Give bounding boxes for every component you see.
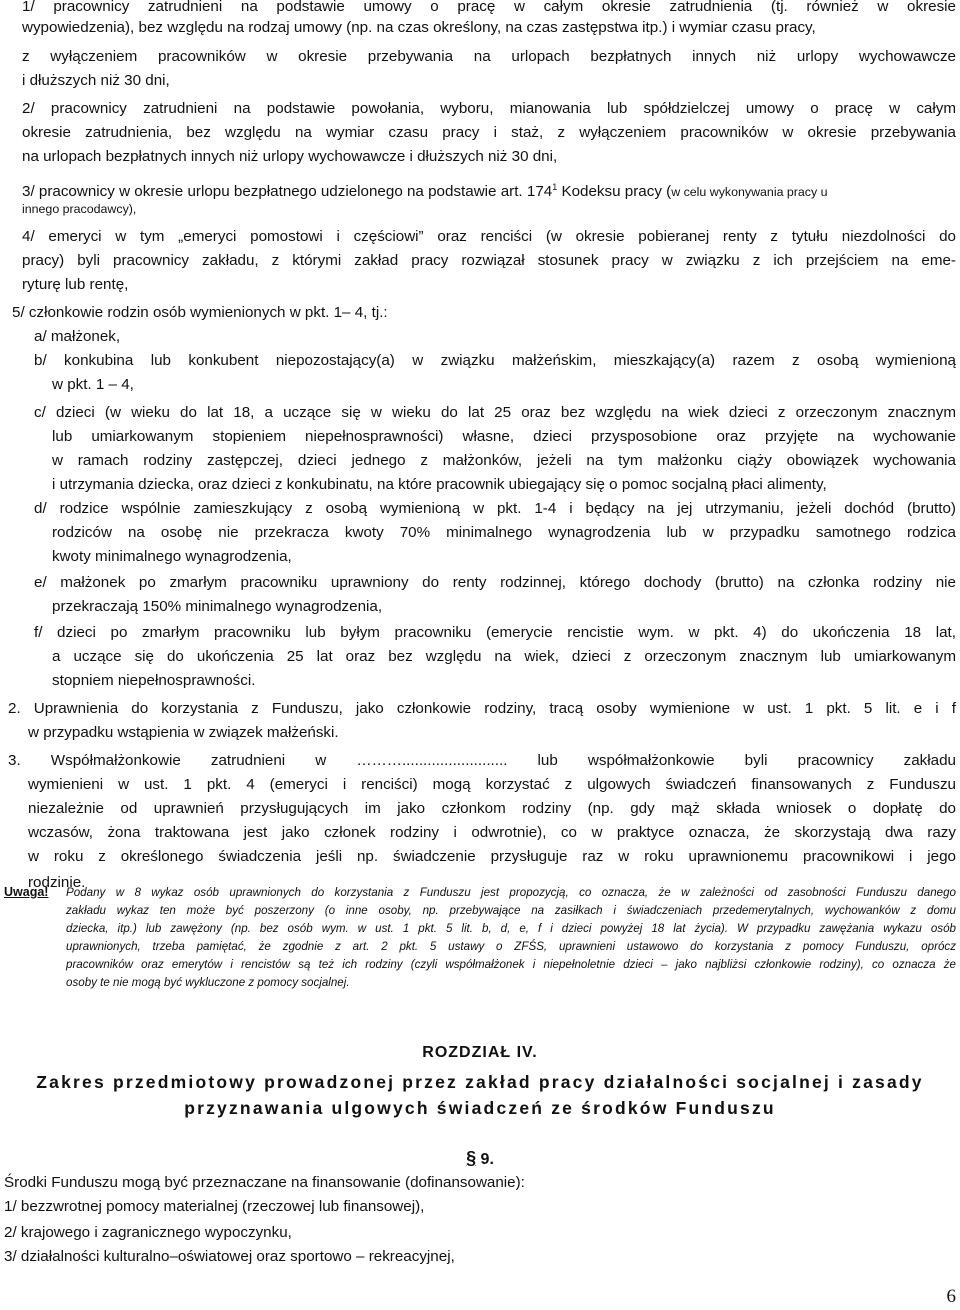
item-2-line-2: okresie zatrudnienia, bez względu na wymiar czasu pracy i staż, z wyłączeniem pracowników w okresie przebywania <box>22 124 956 141</box>
item-5f-line-3: stopniem niepełnosprawności. <box>52 672 256 689</box>
point-3-line-4: wczasów, żona traktowana jest jako członek rodziny i odwrotnie), co w praktyce oznacza, że skorzystają dwa razy <box>28 824 956 841</box>
chapter-title-line-2: przyznawania ulgowych świadczeń ze środków Funduszu <box>184 1098 776 1118</box>
point-3-line-6: rodzinie. <box>28 874 86 891</box>
point-3-line-2: wymienieni w ust. 1 pkt. 4 (emeryci i renciści) mogą korzystać z ulgowych świadczeń finansowanych z Funduszu <box>28 776 956 793</box>
item-1-line-3: z wyłączeniem pracowników w okresie przebywania na urlopach bezpłatnych innych niż urlopy wychowawcze <box>22 48 956 65</box>
item-5d-line-2: rodziców na osobę nie przekracza kwoty 70% minimalnego wynagrodzenia lub w przypadku samotnego rodzica <box>52 524 956 541</box>
section-heading <box>0 1148 960 1169</box>
item-5f-line-1: f/ dzieci po zmarłym pracowniku lub byłym pracowniku (emerycie rencistie wym. w pkt. 4) do ukończenia 18 lat, <box>34 624 956 641</box>
point-2-line-1: 2. Uprawnienia do korzystania z Funduszu, jako członkowie rodziny, tracą osoby wymienione w ust. 1 pkt. 5 lit. e i f <box>8 700 956 717</box>
section-9-item-2: 2/ krajowego i zagranicznego wypoczynku, <box>4 1224 292 1241</box>
note-line-3: dziecka, itp.) lub zawężony (np. bez osób wym. w ust. 1 pkt. 5 lit. b, d, e, f i dzieci powyżej 18 lat życia). W przypadku zawężania wykazu osób <box>66 922 956 935</box>
item-5b-line-2: w pkt. 1 – 4, <box>52 376 134 393</box>
item-5e-line-1: e/ małżonek po zmarłym pracowniku uprawniony do renty rodzinnej, którego dochody (brutto) na członka rodziny nie <box>34 574 956 591</box>
point-2-line-2: w przypadku wstąpienia w związek małżeński. <box>28 724 339 741</box>
item-5c-line-1: c/ dzieci (w wieku do lat 18, a uczące się w wieku do lat 25 oraz bez względu na wiek dzieci z orzeczonym znacznym <box>34 404 956 421</box>
chapter-label: ROZDZIAŁ IV. <box>422 1044 538 1061</box>
item-3-superscript: 1 <box>552 182 558 192</box>
section-9-intro: Środki Funduszu mogą być przeznaczane na finansowanie (dofinansowanie): <box>4 1174 525 1191</box>
section-9-item-3: 3/ działalności kulturalno–oświatowej oraz sportowo – rekreacyjnej, <box>4 1248 455 1265</box>
item-4-line-3: ryturę lub rentę, <box>22 276 129 293</box>
section-number: 9. <box>476 1151 494 1168</box>
item-3-rest: Kodeksu pracy ( <box>557 183 672 200</box>
item-3-text: 3/ pracownicy w okresie urlopu bezpłatnego udzielonego na podstawie art. 174 <box>22 183 553 200</box>
item-4-line-1: 4/ emeryci w tym „emeryci pomostowi i częściowi” oraz renciści (w okresie pobieranej renty z tytułu niezdolności do <box>22 228 956 245</box>
item-5d-line-1: d/ rodzice wspólnie zamieszkujący z osobą wymienioną w pkt. 1-4 i będący na jej utrzymaniu, jeżeli dochód (brutto) <box>34 500 956 517</box>
section-symbol: § <box>466 1148 477 1168</box>
note-line-6: osoby te nie mogą być wykluczone z pomocy socjalnej. <box>66 976 350 989</box>
page-number: 6 <box>946 1286 956 1307</box>
item-3-line-2: innego pracodawcy), <box>22 202 137 216</box>
item-1-line-4: i dłuższych niż 30 dni, <box>22 72 170 89</box>
item-3-line-1 <box>22 176 828 203</box>
item-5f-line-2: a uczące się do ukończenia 25 lat oraz bez względu na wiek, dzieci z orzeczonym znacznym lub umiarkowanym <box>52 648 956 665</box>
item-5c-line-3: w ramach rodziny zastępczej, dzieci jednego z małżonków, jeżeli na tym małżonku ciąży obowiązek wychowania <box>52 452 956 469</box>
point-3-line-3: niezależnie od uprawnień przysługujących im jako członkom rodziny (np. gdy mąż składa wniosek o dopłatę do <box>28 800 956 817</box>
note-label: Uwaga! <box>4 885 49 899</box>
item-5b-line-1: b/ konkubina lub konkubent niepozostający(a) w związku małżeńskim, mieszkający(a) razem z osobą wymienioną <box>34 352 956 369</box>
point-3-line-1: 3. Współmałżonkowie zatrudnieni w ………......................... lub współmałżonkowie byli pracownicy zakładu <box>8 752 956 769</box>
item-5-line: 5/ członkowie rodzin osób wymienionych w pkt. 1– 4, tj.: <box>12 304 388 321</box>
section-9-item-1: 1/ bezzwrotnej pomocy materialnej (rzeczowej lub finansowej), <box>4 1198 425 1215</box>
note-line-5: pracowników oraz emerytów i rencistów są też ich rodziny (czyli współmałżonek i niepełnoletnie dzieci – jako najbliżsi członkowie rodziny), co oznacza że <box>66 958 956 971</box>
note-line-2: zakładu wykaz ten może być poszerzony (o inne osoby, np. przebywające na zasiłkach i świadczeniach przedemerytalnych, wychowanków z domu <box>66 904 956 917</box>
item-1-line-1: 1/ pracownicy zatrudnieni na podstawie umowy o pracę w całym okresie zatrudnienia (tj. również w okresie <box>22 0 956 15</box>
point-3-line-5: w roku z określonego świadczenia jeśli np. świadczenie przysługuje raz w roku uprawnionemu pracownikowi i jego <box>28 848 956 865</box>
item-5e-line-2: przekraczają 150% minimalnego wynagrodzenia, <box>52 598 383 615</box>
item-1-line-2: wypowiedzenia), bez względu na rodzaj umowy (np. na czas określony, na czas zastępstwa itp.) i wymiar czasu pracy, <box>22 19 816 36</box>
item-5a-line: a/ małżonek, <box>34 328 121 345</box>
note-line-1: Podany w 8 wykaz osób uprawnionych do korzystania z Funduszu jest propozycją, co oznacza, że w zależności od zasobności Funduszu danego <box>66 886 956 899</box>
item-5c-line-2: lub umiarkowanym stopieniem niepełnosprawności) własne, dzieci przysposobione oraz przyjęte na wychowanie <box>52 428 956 445</box>
item-5d-line-3: kwoty minimalnego wynagrodzenia, <box>52 548 292 565</box>
item-5c-line-4: i utrzymania dziecka, oraz dzieci z konkubinatu, na które pracownik ubiegający się o pomoc socjalną płaci alimenty, <box>52 476 827 493</box>
note-line-4: uprawnionych, trzeba pamiętać, że zgodnie z art. 2 pkt. 5 ustawy o ZFŚS, uprawnieni ustawowo do korzystania z pomocy Funduszu, oprócz <box>66 940 956 953</box>
item-4-line-2: pracy) byli pracownicy zakładu, z którymi zakład pracy rozwiązał stosunek pracy w związku z ich przejściem na eme- <box>22 252 956 269</box>
item-2-line-1: 2/ pracownicy zatrudnieni na podstawie powołania, wyboru, mianowania lub spółdzielczej umowy o pracę w całym <box>22 100 956 117</box>
chapter-title-line-1: Zakres przedmiotowy prowadzonej przez zakład pracy działalności socjalnej i zasady <box>36 1072 924 1092</box>
item-3-small: w celu wykonywania pracy u <box>671 185 828 199</box>
item-2-line-3: na urlopach bezpłatnych innych niż urlopy wychowawcze i dłuższych niż 30 dni, <box>22 148 558 165</box>
